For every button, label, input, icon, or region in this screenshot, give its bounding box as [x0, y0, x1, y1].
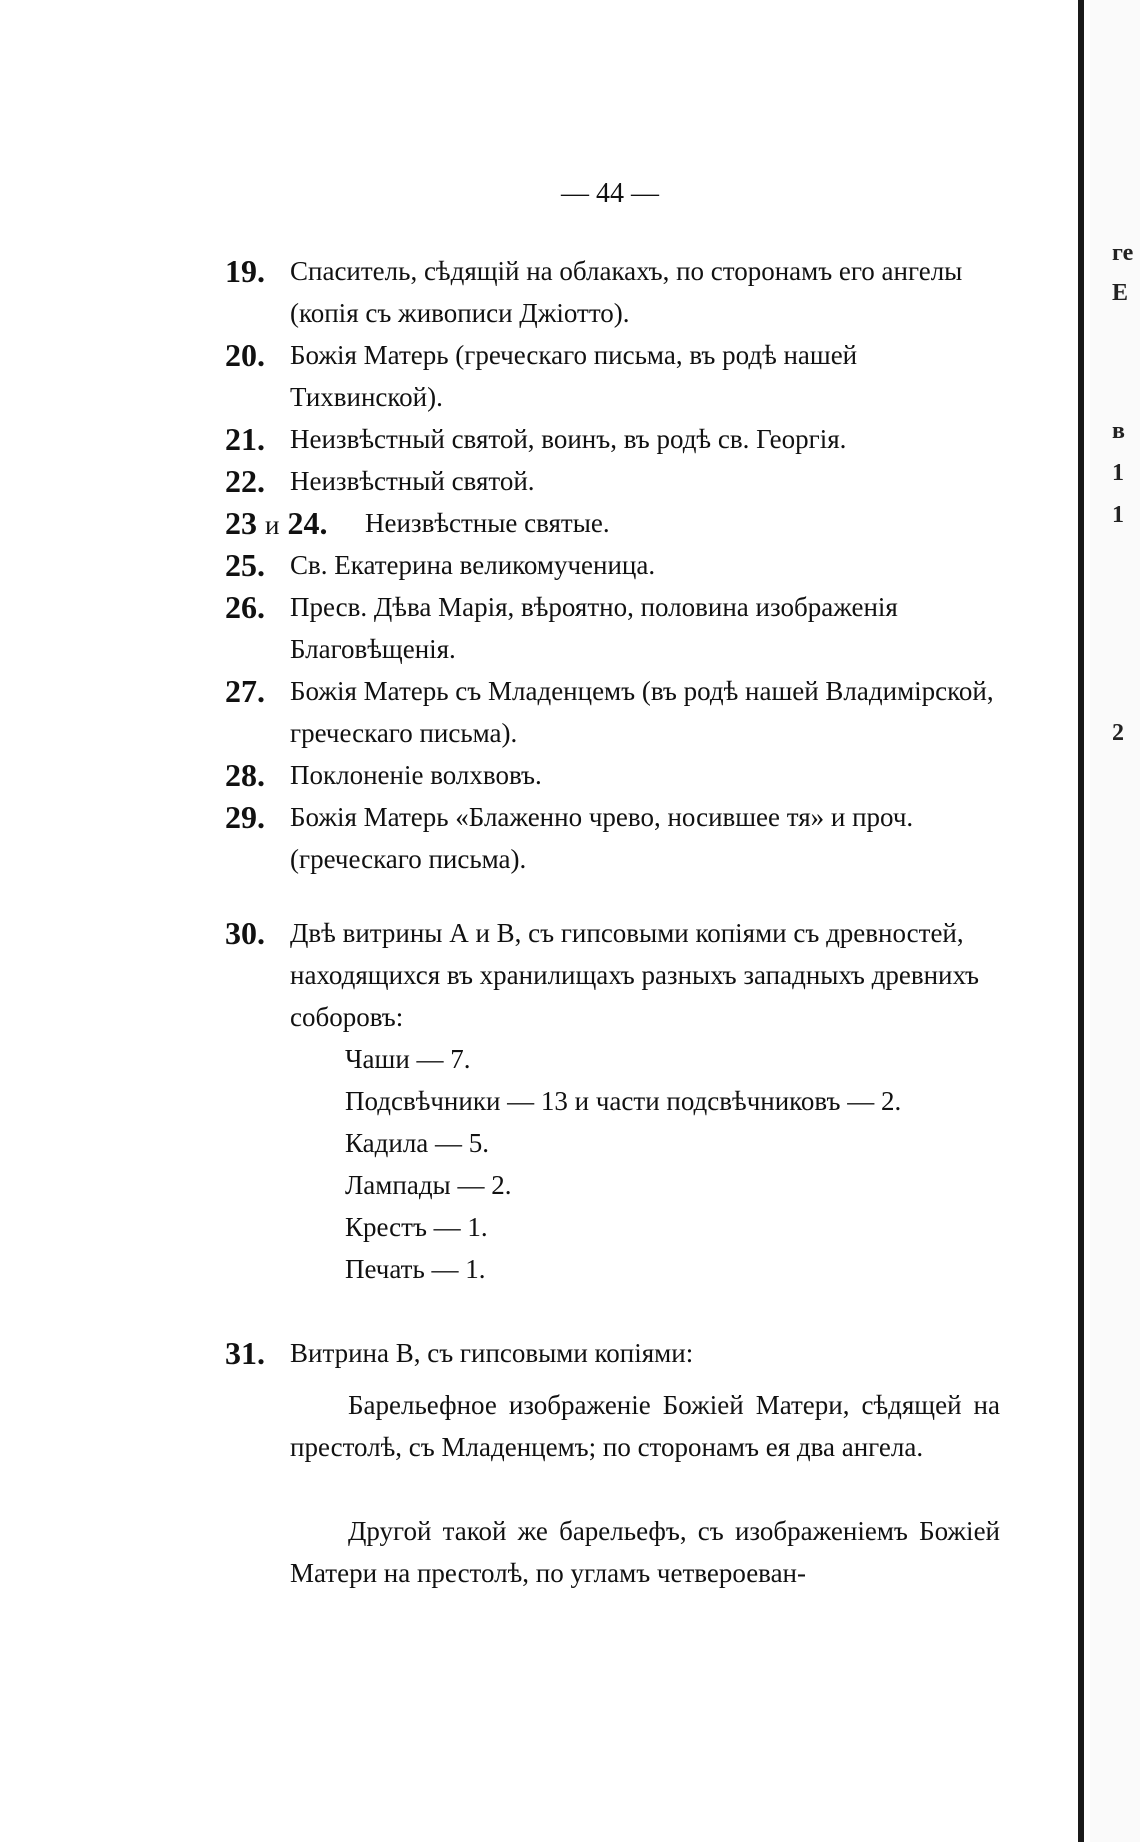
catalog-entry-22	[225, 460, 1005, 502]
entry-number: 23	[225, 505, 257, 541]
description-paragraph: Другой такой же барельефъ, съ изображеніемъ Божіей Матери на престолѣ, по угламъ четвероеван-	[290, 1516, 1000, 1588]
entry-number: 29.	[225, 799, 265, 835]
entry-number: 20.	[225, 337, 265, 373]
page-number: — 44 —	[561, 178, 659, 209]
entry-text: Божія Матерь «Блаженно чрево, носившее тя» и проч. (греческаго письма).	[290, 802, 914, 874]
list-item: Лампады — 2.	[345, 1170, 512, 1200]
catalog-entry-28	[225, 754, 1005, 796]
catalog-entry-21	[225, 418, 1005, 460]
catalog-entry-26	[225, 586, 1005, 670]
entry-number: 25.	[225, 547, 265, 583]
entry-number: 31.	[225, 1335, 265, 1371]
entry-text: Св. Екатерина великомученица.	[290, 550, 656, 580]
entry-number-second: 24.	[287, 505, 328, 541]
entry-number: 27.	[225, 673, 265, 709]
list-item: Кадила — 5.	[345, 1128, 490, 1158]
entry-text: Витрина В, съ гипсовыми копіями:	[290, 1338, 694, 1368]
catalog-entry-29	[225, 796, 1005, 880]
margin-fragment: 2	[1112, 720, 1124, 746]
entry-number: 22.	[225, 463, 265, 499]
entry-number-range	[225, 502, 327, 546]
catalog-entry-27	[225, 670, 1005, 754]
margin-fragment: в	[1112, 418, 1125, 444]
catalog-entry-30	[225, 912, 1005, 1038]
margin-fragment: ге	[1112, 240, 1134, 266]
entry-text: Неизвѣстный святой.	[290, 466, 535, 496]
facing-page-edge	[1090, 0, 1140, 1842]
list-item: Крестъ — 1.	[345, 1212, 488, 1242]
entry-text: Пресв. Дѣва Марія, вѣроятно, половина изображенія Благовѣщенія.	[290, 592, 898, 664]
list-item: Подсвѣчники — 13 и части подсвѣчниковъ — 2.	[345, 1086, 902, 1116]
list-item: Печать — 1.	[345, 1254, 486, 1284]
entry-number: 26.	[225, 589, 265, 625]
entry-conjunction: и	[265, 510, 280, 540]
catalog-entry-25	[225, 544, 1005, 586]
entry-number: 30.	[225, 915, 265, 951]
margin-fragment: Е	[1112, 280, 1129, 306]
entry-text: Двѣ витрины А и В, съ гипсовыми копіями съ древностей, находящихся въ хранилищахъ разныхъ западныхъ древнихъ соборовъ:	[290, 918, 979, 1032]
description-paragraph: Барельефное изображеніе Божіей Матери, сѣдящей на престолѣ, съ Младенцемъ; по сторонамъ ея два ангела.	[290, 1390, 1000, 1462]
entry-number: 21.	[225, 421, 265, 457]
entry-text: Неизвѣстный святой, воинъ, въ родѣ св. Георгія.	[290, 424, 847, 454]
entry-number: 19.	[225, 253, 265, 289]
entry-text: Поклоненіе волхвовъ.	[290, 760, 542, 790]
entry-number: 28.	[225, 757, 265, 793]
entry-text: Божія Матерь съ Младенцемъ (въ родѣ нашей Владимірской, греческаго письма).	[290, 676, 994, 748]
binding-edge	[1078, 0, 1084, 1842]
catalog-entry-23-24	[225, 502, 1005, 544]
entry-text: Божія Матерь (греческаго письма, въ родѣ нашей Тихвинской).	[290, 340, 858, 412]
entry-text: Неизвѣстные святые.	[365, 508, 610, 538]
entry-text: Спаситель, сѣдящій на облакахъ, по сторонамъ его ангелы (копія съ живописи Джіотто).	[290, 256, 963, 328]
margin-fragment: 1	[1112, 502, 1124, 528]
list-item: Чаши — 7.	[345, 1044, 471, 1074]
catalog-entry-19	[225, 250, 1005, 334]
catalog-entry-31	[225, 1332, 1005, 1374]
showcase-items-list	[345, 1038, 901, 1290]
margin-fragment: 1	[1112, 460, 1124, 486]
catalog-entry-20	[225, 334, 1005, 418]
